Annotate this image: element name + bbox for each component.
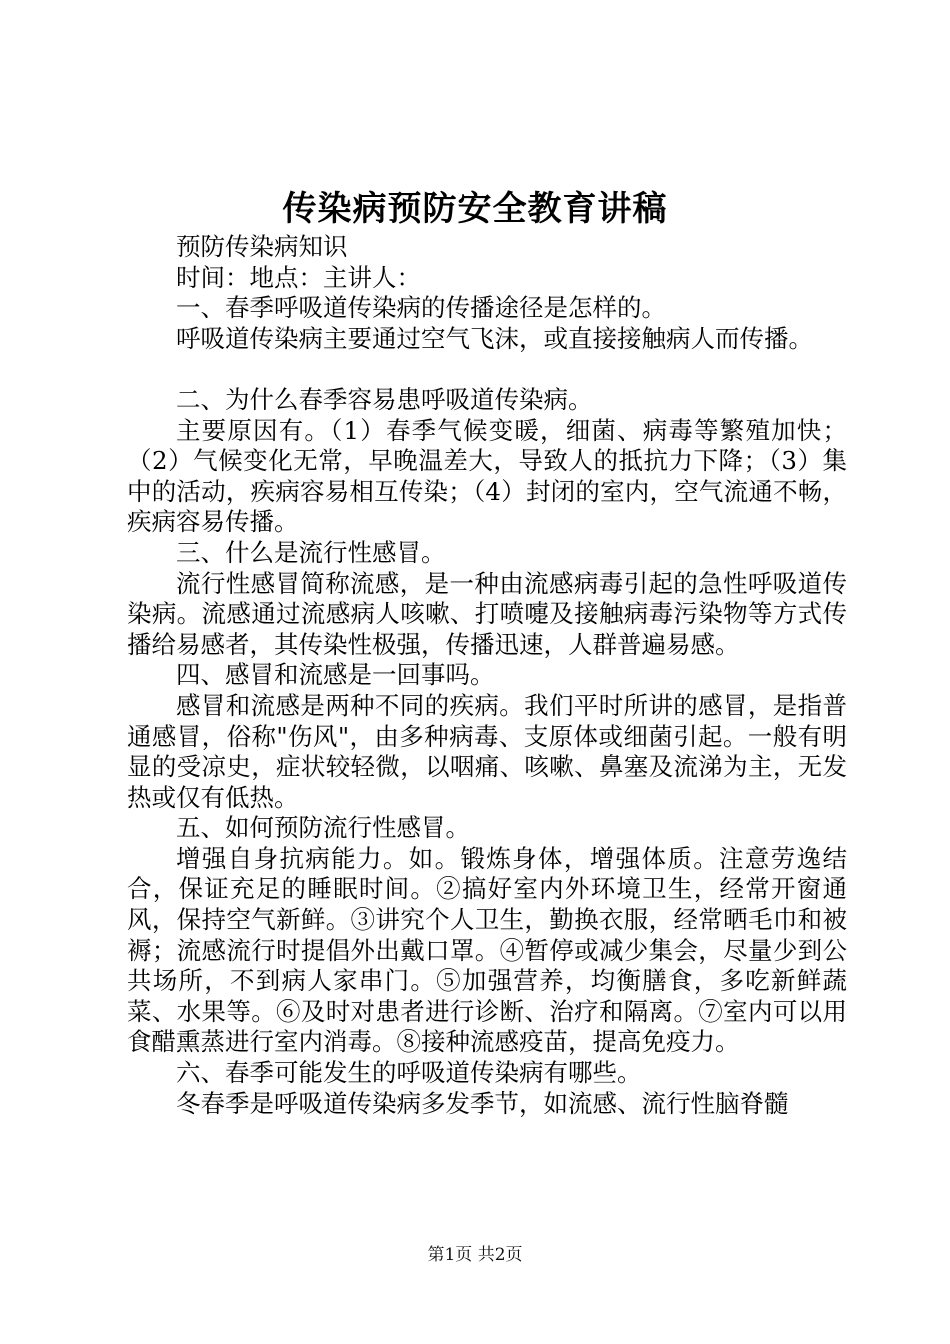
paragraph-meta: 时间：地点：主讲人： bbox=[176, 262, 421, 292]
section-heading-6: 六、春季可能发生的呼吸道传染病有哪些。 bbox=[176, 1058, 642, 1088]
section-heading-3: 三、什么是流行性感冒。 bbox=[176, 537, 446, 567]
paragraph-subtitle: 预防传染病知识 bbox=[176, 232, 348, 261]
document-title: 传染病预防安全教育讲稿 bbox=[282, 189, 668, 229]
paragraph-4: 感冒和流感是两种不同的疾病。我们平时所讲的感冒，是指普通感冒，俗称"伤风"，由多种病毒、支原体或细菌引起。一般有明显的受凉史，症状较轻微，以咽痛、咳嗽、鼻塞及流涕为主，无发热或仅有低热。 bbox=[127, 690, 847, 812]
document-body bbox=[127, 232, 847, 1119]
paragraph-2: 主要原因有。（1）春季气候变暖，细菌、病毒等繁殖加快；（2）气候变化无常，早晚温差大，导致人的抵抗力下降；（3）集中的活动，疾病容易相互传染；（4）封闭的室内，空气流通不畅，疾病容易传播。 bbox=[127, 415, 847, 537]
paragraph-6: 冬春季是呼吸道传染病多发季节，如流感、流行性脑脊髓 bbox=[176, 1088, 789, 1118]
paragraph-3: 流行性感冒简称流感，是一种由流感病毒引起的急性呼吸道传染病。流感通过流感病人咳嗽、打喷嚏及接触病毒污染物等方式传播给易感者，其传染性极强，传播迅速，人群普遍易感。 bbox=[127, 568, 847, 659]
page-footer: 第1页 共2页 bbox=[427, 1245, 523, 1265]
section-heading-1: 一、春季呼吸道传染病的传播途径是怎样的。 bbox=[176, 293, 666, 323]
paragraph-1: 呼吸道传染病主要通过空气飞沫，或直接接触病人而传播。 bbox=[176, 323, 813, 353]
section-heading-2: 二、为什么春季容易患呼吸道传染病。 bbox=[176, 384, 593, 414]
section-heading-5: 五、如何预防流行性感冒。 bbox=[176, 813, 470, 843]
paragraph-5: 增强自身抗病能力。如。锻炼身体，增强体质。注意劳逸结合，保证充足的睡眠时间。②搞好室内外环境卫生，经常开窗通风，保持空气新鲜。③讲究个人卫生，勤换衣服，经常晒毛巾和被褥；流感流行时提倡外出戴口罩。④暂停或减少集会，尽量少到公共场所，不到病人家串门。⑤加强营养，均衡膳食，多吃新鲜蔬菜、水果等。⑥及时对患者进行诊断、治疗和隔离。⑦室内可以用食醋熏蒸进行室内消毒。⑧接种流感疫苗，提高免疫力。 bbox=[127, 843, 847, 1057]
section-heading-4: 四、感冒和流感是一回事吗。 bbox=[176, 660, 495, 690]
